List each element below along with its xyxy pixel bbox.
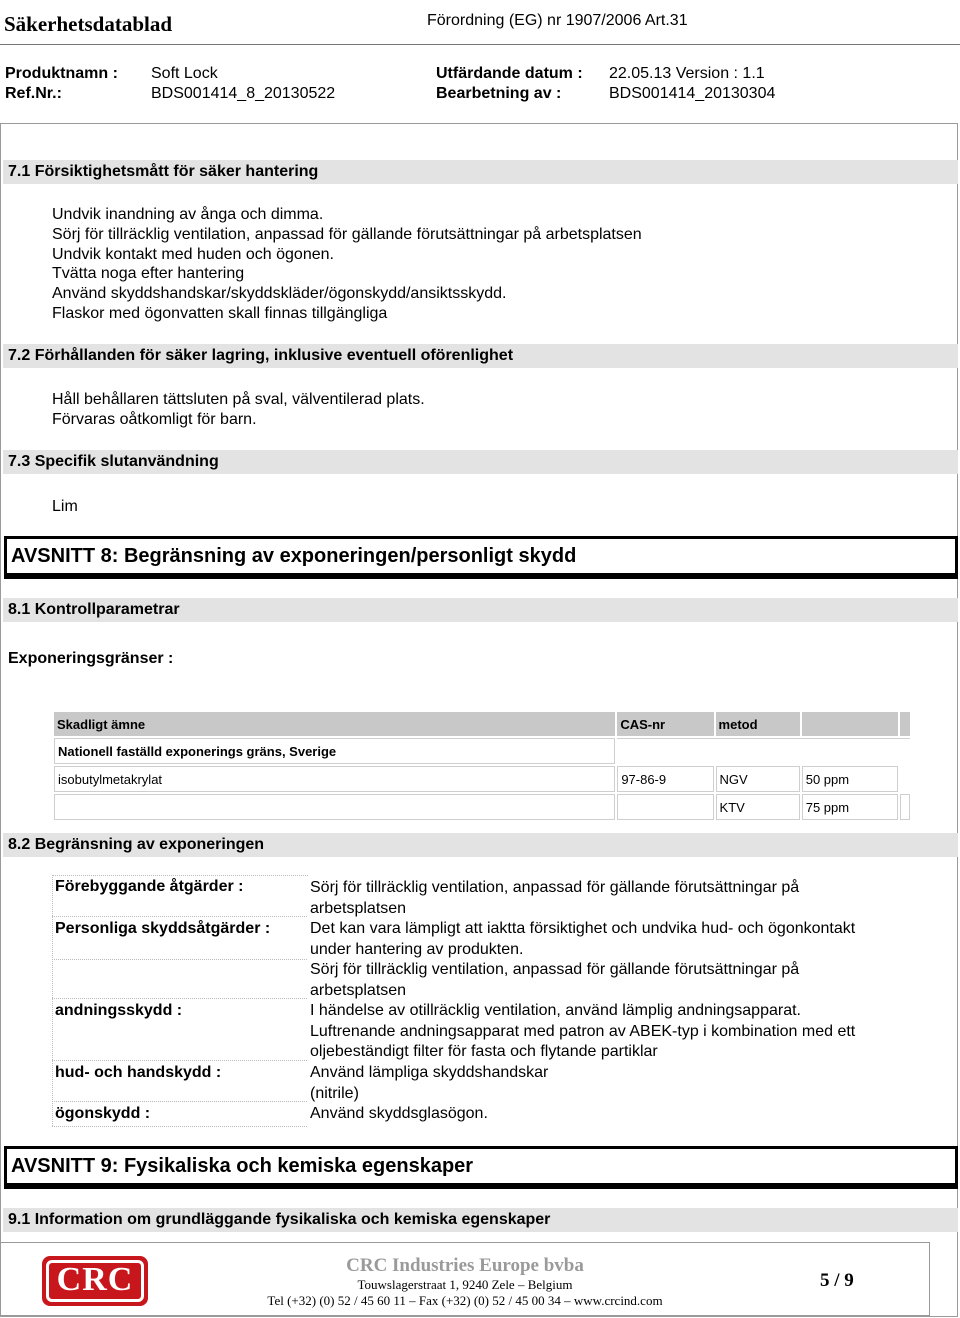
value-cell: 75 ppm xyxy=(802,794,898,820)
column-header: Skadligt ämne xyxy=(54,712,615,736)
method-cell: NGV xyxy=(716,766,800,792)
substance-cell: isobutylmetakrylat xyxy=(54,766,615,792)
control-label: ögonskydd : xyxy=(52,1101,307,1127)
column-header: CAS-nr xyxy=(617,712,713,736)
section-7-3-title: 7.3 Specifik slutanvändning xyxy=(3,450,958,474)
text-line: Tvätta noga efter hantering xyxy=(52,265,245,283)
header-divider xyxy=(0,44,960,45)
text-line: Flaskor med ögonvatten skall finnas tillgängliga xyxy=(52,304,388,322)
section-9-heading: AVSNITT 9: Fysikaliska och kemiska egenskaper xyxy=(4,1146,958,1186)
regulation-reference: Förordning (EG) nr 1907/2006 Art.31 xyxy=(427,12,688,29)
text-line: Undvik kontakt med huden och ögonen. xyxy=(52,245,334,263)
cas-cell: 97-86-9 xyxy=(617,766,713,792)
product-value: Soft Lock xyxy=(151,65,218,82)
text-line: oljebeständigt filter för fasta och flytande partiklar xyxy=(310,1043,658,1060)
text-line: Luftrenande andningsapparat med patron av ABEK-typ i kombination med ett xyxy=(310,1022,856,1040)
column-header-blank xyxy=(900,712,910,736)
text-line: arbetsplatsen xyxy=(310,899,407,917)
section-7-2-body xyxy=(52,390,425,430)
column-header-blank xyxy=(802,712,898,736)
method-cell: KTV xyxy=(716,794,800,820)
table-row xyxy=(54,794,910,820)
blank-cell xyxy=(617,794,713,820)
divider-cell xyxy=(52,959,307,979)
control-label: hud- och handskydd : xyxy=(52,1060,307,1085)
product-label: Produktnamn : xyxy=(5,65,118,82)
footer-company: CRC Industries Europe bvba xyxy=(346,1255,584,1276)
control-text xyxy=(310,919,910,1001)
text-line: under hantering av produkten. xyxy=(310,940,524,958)
control-text xyxy=(310,878,910,919)
exposure-heading: Exponeringsgränser : xyxy=(8,650,174,667)
text-line: Det kan vara lämpligt att iaktta försiktighet och undvika hud- och ögonkontakt xyxy=(310,920,856,937)
text-line: Lim xyxy=(52,498,78,515)
page-number: 5 / 9 xyxy=(820,1270,854,1291)
revision-value: BDS001414_20130304 xyxy=(609,85,776,102)
column-header: metod xyxy=(716,712,800,736)
text-line: Använd lämpliga skyddshandskar xyxy=(310,1064,549,1081)
blank-cell xyxy=(900,794,910,820)
exposure-table xyxy=(52,710,912,822)
text-line: arbetsplatsen xyxy=(310,981,407,999)
logo-text: CRC xyxy=(56,1261,134,1298)
text-line: I händelse av otillräcklig ventilation, använd lämplig andningsapparat. xyxy=(310,1002,801,1019)
ref-label: Ref.Nr.: xyxy=(5,85,62,102)
section-7-1-title: 7.1 Försiktighetsmått för säker hantering xyxy=(3,160,958,184)
footer-contact: Tel (+32) (0) 52 / 45 60 11 – Fax (+32) (0) 52 / 45 00 34 – www.crcind.com xyxy=(267,1293,663,1308)
section-8-2-title: 8.2 Begränsning av exponeringen xyxy=(3,833,958,857)
issue-date-label: Utfärdande datum : xyxy=(436,65,583,82)
text-line: Använd skyddsglasögon. xyxy=(310,1105,488,1122)
control-label: Förebyggande åtgärder : xyxy=(55,878,244,895)
table-group-row xyxy=(54,738,910,764)
text-line: Håll behållaren tättsluten på sval, välventilerad plats. xyxy=(52,391,425,408)
text-line: Sörj för tillräcklig ventilation, anpassad för gällande förutsättningar på xyxy=(310,961,800,978)
control-label: Personliga skyddsåtgärder : xyxy=(52,916,307,941)
control-label: andningsskydd : xyxy=(52,998,307,1023)
value-cell: 50 ppm xyxy=(802,766,898,792)
section-8-1-title: 8.1 Kontrollparametrar xyxy=(3,598,958,622)
table-row xyxy=(54,766,910,792)
revision-label: Bearbetning av : xyxy=(436,85,562,102)
control-text xyxy=(310,1063,910,1104)
text-line: Undvik inandning av ånga och dimma. xyxy=(52,206,324,223)
section-9-1-title: 9.1 Information om grundläggande fysikaliska och kemiska egenskaper xyxy=(3,1208,958,1232)
blank-cell xyxy=(617,738,910,764)
text-line: (nitrile) xyxy=(310,1084,359,1102)
document-title: Säkerhetsdatablad xyxy=(4,12,173,36)
control-text xyxy=(310,1104,910,1125)
footer-address: Touwslagerstraat 1, 9240 Zele – Belgium xyxy=(357,1277,573,1292)
section-7-1-body xyxy=(52,205,642,324)
section-7-3-body xyxy=(52,497,78,517)
blank-cell xyxy=(900,766,910,792)
blank-cell xyxy=(54,794,615,820)
section-8-heading: AVSNITT 8: Begränsning av exponeringen/personligt skydd xyxy=(4,536,958,576)
ref-value: BDS001414_8_20130522 xyxy=(151,85,336,102)
control-text xyxy=(310,1001,910,1063)
issue-date-value: 22.05.13 Version : 1.1 xyxy=(609,65,765,82)
text-line: Sörj för tillräcklig ventilation, anpassad för gällande förutsättningar på xyxy=(310,879,800,896)
text-line: Använd skyddshandskar/skyddskläder/ögonskydd/ansiktsskydd. xyxy=(52,285,507,303)
section-7-2-title: 7.2 Förhållanden för säker lagring, inklusive eventuell oförenlighet xyxy=(3,344,958,368)
text-line: Förvaras oåtkomligt för barn. xyxy=(52,410,257,428)
group-label: Nationell faställd exponerings gräns, Sverige xyxy=(54,738,615,764)
text-line: Sörj för tillräcklig ventilation, anpassad för gällande förutsättningar på arbetsplatsen xyxy=(52,225,642,243)
table-header-row xyxy=(54,712,910,736)
